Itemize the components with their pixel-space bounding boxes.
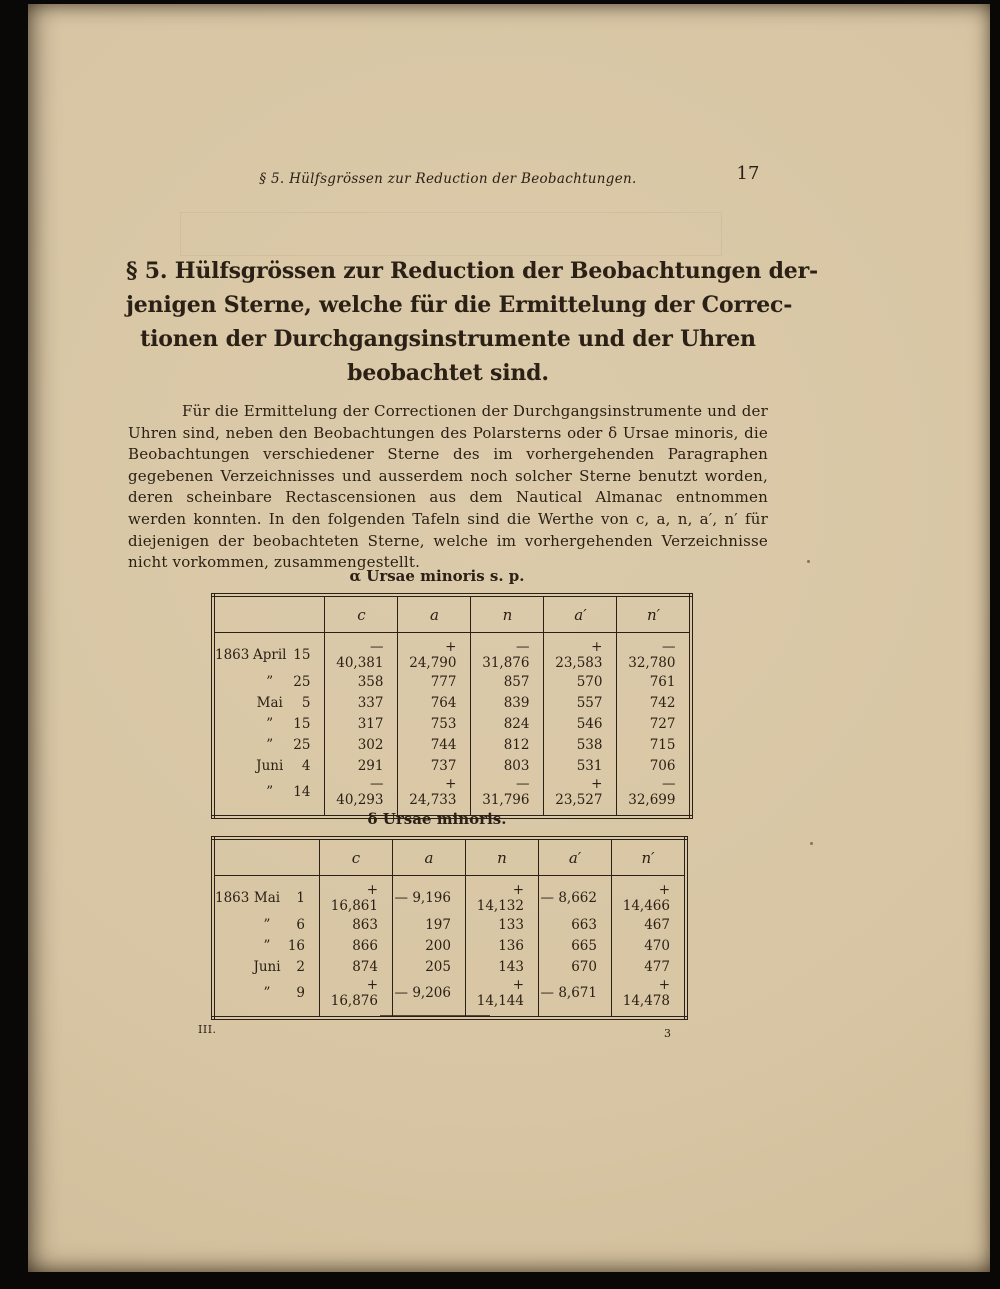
- date-month: Mai: [253, 890, 281, 906]
- value-cell: 197: [393, 914, 466, 935]
- paper-speck: [807, 560, 810, 563]
- column-header-c: c: [320, 838, 393, 876]
- column-header-a: a: [393, 838, 466, 876]
- date-month: ”: [263, 916, 271, 933]
- date-month: ”: [266, 673, 274, 690]
- table-row: [213, 671, 691, 692]
- date-layout: [215, 985, 305, 1001]
- table-row: [213, 956, 686, 977]
- date-cell: [213, 956, 320, 977]
- signature-mark: III.: [198, 1023, 217, 1036]
- column-header-n-prime: n′: [617, 595, 692, 633]
- column-header-a: a: [398, 595, 471, 633]
- date-month: ”: [266, 784, 274, 800]
- value-cell: + 24,733: [398, 776, 471, 817]
- date-year: 1863: [215, 890, 250, 906]
- value-cell: + 14,132: [466, 876, 539, 915]
- value-cell: + 14,478: [612, 977, 687, 1018]
- date-layout: [215, 758, 310, 774]
- value-cell: 205: [393, 956, 466, 977]
- date-layout: [215, 695, 310, 711]
- value-cell: 753: [398, 713, 471, 734]
- date-layout: [215, 647, 310, 663]
- value-cell: 570: [544, 671, 617, 692]
- intro-paragraph: Für die Ermittelung der Correctionen der Durchgangsinstrumente und der Uhren sind, neben den Beobachtungen des Polarsterns oder δ Ursae minoris, die Beobachtungen verschiedener Sterne des im vorhergehenden Paragraphen gegebenen Verzeichnisses und ausserdem noch solcher Sterne benutzt worden, deren scheinbare Rectascensionen aus dem Nautical Almanac entnommen werden konnten. In den folgenden Tafeln sind die Werthe von c, a, n, a′, n′ für diejenigen der beobachteten Sterne, welche im vorhergehenden Verzeichnisse nicht vorkommen, zusammengestellt.: [128, 402, 768, 572]
- value-cell: 546: [544, 713, 617, 734]
- running-head-row: [128, 168, 768, 187]
- value-cell: 742: [617, 692, 692, 713]
- date-day: 2: [296, 958, 305, 975]
- value-cell: 863: [320, 914, 393, 935]
- value-cell: + 16,876: [320, 977, 393, 1018]
- value-cell: — 40,381: [325, 633, 398, 672]
- date-month: ”: [263, 985, 271, 1001]
- table-row: [213, 713, 691, 734]
- value-cell: 715: [617, 734, 692, 755]
- date-day: 5: [301, 694, 311, 711]
- value-cell: 477: [612, 956, 687, 977]
- date-day: 15: [293, 715, 311, 732]
- value-cell: 337: [325, 692, 398, 713]
- value-cell: 812: [471, 734, 544, 755]
- date-year: [215, 917, 253, 933]
- date-year: 1863: [215, 647, 250, 663]
- table-row: [213, 914, 686, 935]
- page-number: 17: [736, 163, 760, 184]
- date-day: 14: [293, 784, 311, 800]
- date-layout: [215, 959, 305, 975]
- date-year: [215, 695, 253, 711]
- value-cell: 727: [617, 713, 692, 734]
- value-cell: — 31,876: [471, 633, 544, 672]
- table-row: [213, 935, 686, 956]
- date-cell: [213, 977, 320, 1018]
- date-cell: [213, 876, 320, 915]
- column-header-a-prime: a′: [544, 595, 617, 633]
- value-cell: 777: [398, 671, 471, 692]
- value-cell: — 32,780: [617, 633, 692, 672]
- date-year: [215, 737, 253, 753]
- value-cell: 136: [466, 935, 539, 956]
- value-cell: 824: [471, 713, 544, 734]
- book-page: [28, 4, 990, 1272]
- value-cell: 839: [471, 692, 544, 713]
- title-line: tionen der Durchgangsinstrumente und der Uhren: [140, 326, 756, 352]
- date-year: [215, 674, 253, 690]
- date-month: ”: [263, 937, 271, 954]
- column-header-n: n: [471, 595, 544, 633]
- value-cell: 291: [325, 755, 398, 776]
- date-day: 6: [296, 916, 305, 933]
- date-month: Juni: [253, 958, 281, 975]
- date-month: Mai: [256, 694, 283, 711]
- value-cell: + 23,527: [544, 776, 617, 817]
- paper-speck: [810, 842, 813, 845]
- value-cell: + 14,144: [466, 977, 539, 1018]
- value-cell: 764: [398, 692, 471, 713]
- value-cell: + 24,790: [398, 633, 471, 672]
- value-cell: + 14,466: [612, 876, 687, 915]
- value-cell: 200: [393, 935, 466, 956]
- date-layout: [215, 938, 305, 954]
- column-header-n-prime: n′: [612, 838, 687, 876]
- value-cell: 706: [617, 755, 692, 776]
- date-layout: [215, 716, 310, 732]
- value-cell: 557: [544, 692, 617, 713]
- table-delta-ursae-minoris: [211, 836, 688, 1020]
- table-alpha-ursae-minoris: [211, 593, 693, 819]
- date-layout: [215, 784, 310, 800]
- value-cell: — 32,699: [617, 776, 692, 817]
- title-line: beobachtet sind.: [347, 360, 549, 386]
- value-cell: 803: [471, 755, 544, 776]
- sheet-number: 3: [664, 1027, 672, 1040]
- date-day: 4: [301, 757, 311, 774]
- value-cell: 467: [612, 914, 687, 935]
- value-cell: + 23,583: [544, 633, 617, 672]
- value-cell: 857: [471, 671, 544, 692]
- date-year: [215, 938, 253, 954]
- date-layout: [215, 917, 305, 933]
- table-row: [213, 876, 686, 915]
- date-day: 25: [293, 736, 311, 753]
- date-month: Juni: [256, 757, 284, 774]
- value-cell: — 31,796: [471, 776, 544, 817]
- header-row: [213, 838, 686, 876]
- date-cell: [213, 713, 325, 734]
- date-cell: [213, 755, 325, 776]
- value-cell: 358: [325, 671, 398, 692]
- value-cell: 737: [398, 755, 471, 776]
- table-row: [213, 633, 691, 672]
- value-cell: 761: [617, 671, 692, 692]
- show-through-mark: [180, 212, 722, 256]
- table-row: [213, 755, 691, 776]
- date-day: 16: [287, 937, 305, 954]
- value-cell: 670: [539, 956, 612, 977]
- date-layout: [215, 890, 305, 906]
- value-cell: + 16,861: [320, 876, 393, 915]
- value-cell: 470: [612, 935, 687, 956]
- date-year: [215, 758, 253, 774]
- value-cell: — 8,662: [539, 876, 612, 915]
- table-row: [213, 734, 691, 755]
- date-layout: [215, 737, 310, 753]
- value-cell: — 9,196: [393, 876, 466, 915]
- date-day: 1: [296, 890, 305, 906]
- value-cell: 317: [325, 713, 398, 734]
- date-cell: [213, 633, 325, 672]
- date-month: ”: [266, 736, 274, 753]
- value-cell: 538: [544, 734, 617, 755]
- table-caption-alpha-ursae-minoris: α Ursae minoris s. p.: [349, 567, 525, 585]
- date-layout: [215, 674, 310, 690]
- date-column-header: [213, 838, 320, 876]
- date-year: [215, 959, 253, 975]
- date-cell: [213, 914, 320, 935]
- header-row: [213, 595, 691, 633]
- value-cell: 665: [539, 935, 612, 956]
- value-cell: — 9,206: [393, 977, 466, 1018]
- title-line: jenigen Sterne, welche für die Ermittelung der Correc-: [126, 292, 793, 318]
- date-column-header: [213, 595, 325, 633]
- value-cell: 866: [320, 935, 393, 956]
- value-cell: — 40,293: [325, 776, 398, 817]
- column-header-n: n: [466, 838, 539, 876]
- footer-rule: [380, 1015, 490, 1016]
- value-cell: 133: [466, 914, 539, 935]
- value-cell: — 8,671: [539, 977, 612, 1018]
- date-day: 9: [296, 985, 305, 1001]
- column-header-c: c: [325, 595, 398, 633]
- value-cell: 874: [320, 956, 393, 977]
- date-month: April: [253, 647, 287, 663]
- value-cell: 143: [466, 956, 539, 977]
- date-year: [215, 784, 253, 800]
- table-row: [213, 977, 686, 1018]
- value-cell: 531: [544, 755, 617, 776]
- date-month: ”: [266, 715, 274, 732]
- date-cell: [213, 935, 320, 956]
- date-cell: [213, 692, 325, 713]
- date-cell: [213, 671, 325, 692]
- date-year: [215, 716, 253, 732]
- date-day: 25: [293, 673, 311, 690]
- value-cell: 744: [398, 734, 471, 755]
- table-row: [213, 692, 691, 713]
- date-cell: [213, 734, 325, 755]
- column-header-a-prime: a′: [539, 838, 612, 876]
- value-cell: 663: [539, 914, 612, 935]
- table-caption-delta-ursae-minoris: δ Ursae minoris.: [367, 810, 507, 828]
- value-cell: 302: [325, 734, 398, 755]
- date-year: [215, 985, 253, 1001]
- date-day: 15: [293, 647, 311, 663]
- running-head: § 5. Hülfsgrössen zur Reduction der Beobachtungen.: [259, 171, 637, 187]
- section-title: [126, 254, 818, 390]
- title-line: § 5. Hülfsgrössen zur Reduction der Beobachtungen der-: [126, 258, 818, 284]
